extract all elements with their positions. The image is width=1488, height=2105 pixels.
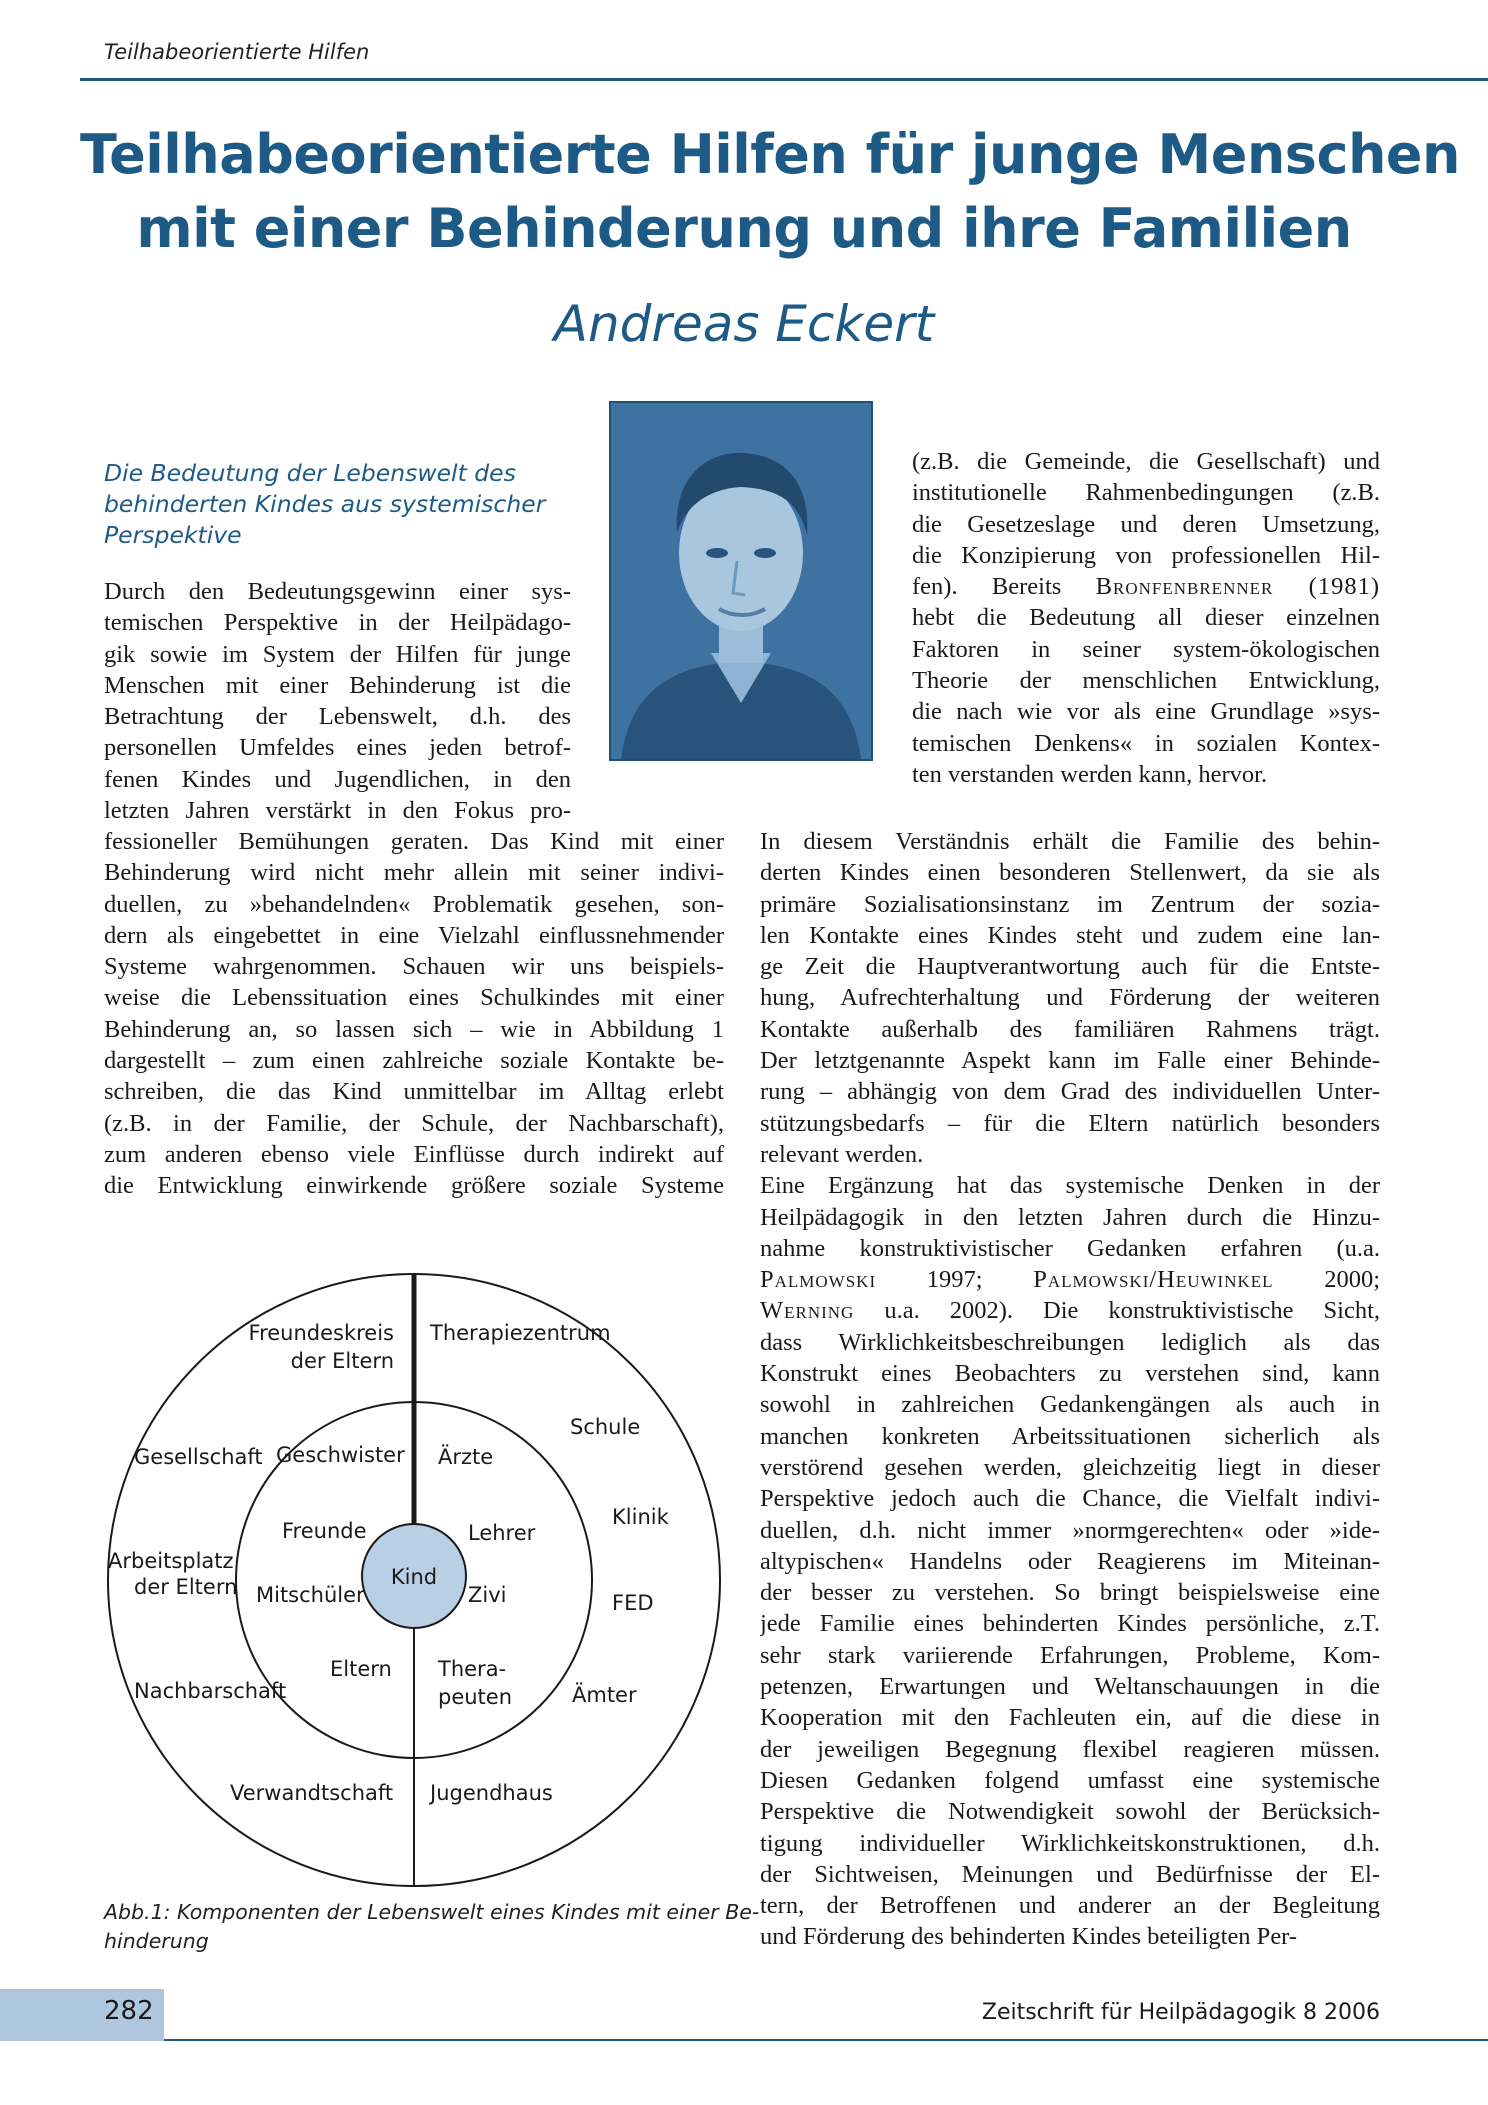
label-therapeuten: peuten (438, 1685, 513, 1709)
text-line: die Entwicklung einwirkende größere soziale Systeme (104, 1172, 724, 1200)
text-line: Theorie der menschlichen Entwicklung, (912, 667, 1380, 695)
figure-caption (104, 1898, 760, 1956)
label-aerzte: Ärzte (438, 1445, 494, 1469)
text-fragment: fen). Bereits (912, 573, 1062, 601)
text-line: fessioneller Bemühungen geraten. Das Kind mit einer (104, 828, 724, 855)
page-number: 282 (104, 1996, 154, 2026)
text-line-with-citation (760, 1264, 1380, 1295)
text-line: hung, Aufrechterhaltung und Förderung der weiteren (760, 984, 1380, 1012)
label-freunde: Freunde (282, 1519, 367, 1543)
text-line: temischen Denkens« in sozialen Kontex- (912, 729, 1380, 757)
label-arbeitsplatz: der Eltern (134, 1575, 238, 1599)
text-line: relevant werden. (760, 1140, 924, 1168)
citation-author: Palmowski/Heuwinkel (1033, 1266, 1274, 1294)
column-1-body (104, 826, 724, 1202)
text-line: und Förderung des behinderten Kindes beteiligten Per- (760, 1923, 1298, 1951)
text-line: Behinderung an, so lassen sich – wie in Abbildung 1 (104, 1015, 724, 1043)
text-line: manchen konkreten Arbeitssituationen sicherlich als (760, 1422, 1380, 1450)
article-author: Andreas Eckert (553, 295, 935, 353)
text-fragment: u.a. 2002). Die konstruktivistische Sicht, (854, 1297, 1380, 1325)
label-therapeuten: Thera- (438, 1657, 507, 1681)
label-schule: Schule (570, 1415, 641, 1439)
text-line: Heilpädagogik in den letzten Jahren durch die Hinzu- (760, 1203, 1380, 1231)
text-line: duellen, zu »behandelnden« Problematik gesehen, son- (104, 890, 724, 918)
text-line: temischen Perspektive in der Heilpädago- (104, 609, 571, 637)
text-line: die nach wie vor als eine Grundlage »sys- (912, 698, 1380, 726)
text-line: primäre Sozialisationsinstanz im Zentrum der sozia- (760, 890, 1380, 918)
text-line: duellen, d.h. nicht immer »normgerechten« oder »ide- (760, 1516, 1380, 1544)
label-fed: FED (612, 1591, 654, 1615)
text-line: gik sowie im System der Hilfen für junge (104, 640, 571, 668)
text-line: schreiben, die das Kind unmittelbar im Alltag erlebt (104, 1078, 724, 1106)
text-line: nahme konstruktivistischer Gedanken erfahren (u.a. (760, 1234, 1380, 1262)
text-line-with-citation (912, 571, 1380, 602)
text-line: (z.B. die Gemeinde, die Gesellschaft) und (912, 448, 1380, 475)
caption-line: Abb.1: Komponenten der Lebenswelt eines Kindes mit einer Be- (104, 1900, 760, 1924)
section-heading-line: behinderten Kindes aus systemischer (104, 490, 546, 518)
text-line: dern als eingebettet in eine Vielzahl einflussnehmender (104, 921, 724, 949)
text-line: letzten Jahren verstärkt in den Fokus pro- (104, 797, 571, 825)
label-freundeskreis: der Eltern (290, 1349, 394, 1373)
lebenswelt-diagram (104, 1258, 724, 1888)
caption-line: hinderung (104, 1929, 209, 1953)
text-line: In diesem Verständnis erhält die Familie des behin- (760, 828, 1380, 855)
section-heading-line: Perspektive (104, 521, 242, 549)
label-geschwister: Geschwister (276, 1443, 405, 1467)
running-head: Teilhabeorientierte Hilfen (104, 40, 370, 64)
text-line: Behinderung wird nicht mehr allein mit seiner indivi- (104, 859, 724, 887)
text-line: Der letztgenannte Aspekt kann im Falle einer Behinde- (760, 1047, 1380, 1075)
text-line: Konstrukt eines Beobachters zu verstehen sind, kann (760, 1360, 1380, 1388)
text-line: personellen Umfeldes eines jeden betrof- (104, 734, 571, 762)
text-line: der Sichtweisen, Meinungen und Bedürfnisse der El- (760, 1860, 1380, 1888)
text-line: Faktoren in seiner system-ökologischen (912, 635, 1380, 663)
text-line: ten verstanden werden kann, hervor. (912, 760, 1268, 788)
text-line: Menschen mit einer Behinderung ist die (104, 671, 571, 699)
text-line: sehr stark variierende Erfahrungen, Probleme, Kom- (760, 1641, 1380, 1669)
label-klinik: Klinik (612, 1505, 669, 1529)
text-line: tern, der Betroffenen und anderer an der Begleitung (760, 1892, 1380, 1920)
text-line: Kooperation mit den Fachleuten ein, auf die diese in (760, 1704, 1380, 1732)
article-title (80, 118, 1460, 266)
label-nachbarschaft: Nachbarschaft (134, 1679, 287, 1703)
text-line: dargestellt – zum einen zahlreiche soziale Kontakte be- (104, 1047, 724, 1075)
text-line: verstörend gesehen werden, gleichzeitig liegt in dieser (760, 1453, 1380, 1481)
column-2-body (760, 826, 1380, 1953)
header-rule (80, 78, 1488, 81)
text-line: ge Zeit die Hauptverantwortung auch für die Entste- (760, 953, 1380, 981)
title-line-2: mit einer Behinderung und ihre Familien (136, 197, 1352, 260)
text-line-with-citation (760, 1295, 1380, 1326)
citation-bronfenbrenner: Bronfenbrenner (1981) (1095, 573, 1380, 601)
text-line: petenzen, Erwartungen und Weltanschauungen in die (760, 1673, 1380, 1701)
text-line: die Gesetzeslage und deren Umsetzung, (912, 510, 1380, 538)
label-lehrer: Lehrer (468, 1521, 536, 1545)
text-fragment: 1997; (876, 1266, 1034, 1294)
citation-author: Palmowski (760, 1266, 877, 1294)
section-heading-line: Die Bedeutung der Lebenswelt des (104, 459, 516, 487)
text-line: Durch den Bedeutungsgewinn einer sys- (104, 578, 571, 605)
text-fragment: 2000; (1273, 1266, 1380, 1294)
text-line: len Kontakte eines Kindes steht und zudem eine lan- (760, 921, 1380, 949)
text-line: fenen Kindes und Jugendlichen, in den (104, 765, 571, 793)
text-line: Eine Ergänzung hat das systemische Denken in der (760, 1172, 1380, 1200)
text-line: weise die Lebenssituation eines Schulkindes mit einer (104, 984, 724, 1012)
label-freundeskreis: Freundeskreis (248, 1321, 394, 1345)
journal-reference: Zeitschrift für Heilpädagogik 8 2006 (981, 2000, 1380, 2025)
section-heading (104, 458, 604, 551)
label-therapiezentrum: Therapiezentrum (430, 1321, 611, 1345)
title-line-1: Teilhabeorientierte Hilfen für junge Menschen (80, 123, 1460, 186)
text-line: sowohl in zahlreichen Gedankengängen als auch in (760, 1391, 1380, 1419)
text-line: stützungsbedarfs – für die Eltern natürlich besonders (760, 1109, 1380, 1137)
label-kind: Kind (390, 1565, 438, 1589)
label-arbeitsplatz: Arbeitsplatz (108, 1549, 234, 1573)
text-line: Perspektive jedoch auch die Chance, die Vielfalt indivi- (760, 1485, 1380, 1513)
text-line: Perspektive die Notwendigkeit sowohl der Berücksich- (760, 1798, 1380, 1826)
text-line: rung – abhängig von dem Grad des individuellen Unter- (760, 1078, 1380, 1106)
text-line: jede Familie eines behinderten Kindes persönliche, z.T. (760, 1610, 1380, 1638)
text-line: tigung individueller Wirklichkeitskonstruktionen, d.h. (760, 1829, 1380, 1857)
label-zivi: Zivi (468, 1583, 507, 1607)
text-line: Betrachtung der Lebenswelt, d.h. des (104, 703, 571, 731)
label-verwandtschaft: Verwandtschaft (230, 1781, 394, 1805)
text-line: Kontakte außerhalb des familiären Rahmens trägt. (760, 1015, 1380, 1043)
label-mitschueler: Mitschüler (256, 1583, 365, 1607)
author-portrait (609, 401, 873, 761)
portrait-illustration (611, 403, 871, 759)
text-line: (z.B. in der Familie, der Schule, der Nachbarschaft), (104, 1109, 724, 1137)
text-line: Systeme wahrgenommen. Schauen wir uns beispiels- (104, 953, 724, 981)
label-gesellschaft: Gesellschaft (134, 1445, 263, 1469)
text-line: institutionelle Rahmenbedingungen (z.B. (912, 479, 1380, 507)
footer-rule (164, 2039, 1488, 2041)
text-line: zum anderen ebenso viele Einflüsse durch indirekt auf (104, 1140, 724, 1168)
text-line: die Konzipierung von professionellen Hil- (912, 541, 1380, 569)
citation-author: Werning (760, 1297, 855, 1325)
label-aemter: Ämter (572, 1683, 637, 1707)
text-line: derten Kindes einen besonderen Stellenwert, da sie als (760, 859, 1380, 887)
text-line: altypischen« Handelns oder Reagierens im Miteinan- (760, 1547, 1380, 1575)
text-line: der besser zu verstehen. So bringt beispielsweise eine (760, 1579, 1380, 1607)
column-2-intro (912, 446, 1380, 790)
label-jugendhaus: Jugendhaus (430, 1781, 553, 1805)
column-1-intro (104, 576, 571, 826)
text-line: Diesen Gedanken folgend umfasst eine systemische (760, 1766, 1380, 1794)
text-line: dass Wirklichkeitsbeschreibungen lediglich als das (760, 1328, 1380, 1356)
text-line: der jeweiligen Begegnung flexibel reagieren müssen. (760, 1735, 1380, 1763)
label-eltern: Eltern (330, 1657, 392, 1681)
text-line: hebt die Bedeutung all dieser einzelnen (912, 604, 1380, 632)
